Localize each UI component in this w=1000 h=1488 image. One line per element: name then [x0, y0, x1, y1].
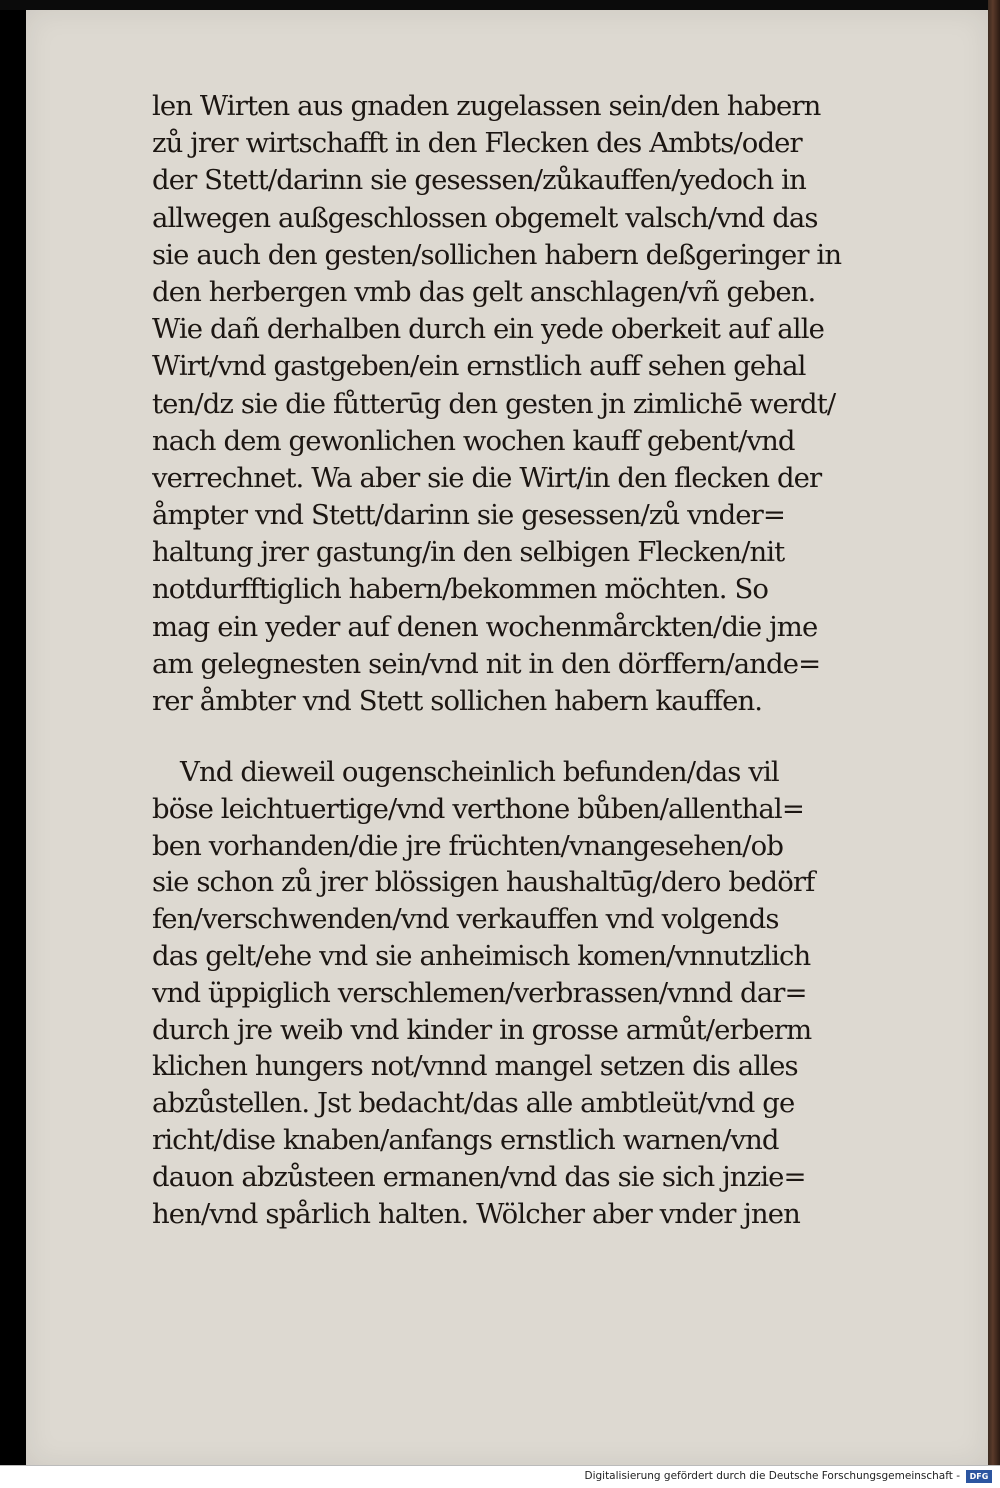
text-line: hen/vnd spårlich halten. Wölcher aber vnder jnen — [152, 1197, 800, 1230]
text-line: fen/verschwenden/vnd verkauffen vnd volgends — [152, 903, 779, 936]
text-line: böse leichtuertige/vnd verthone bůben/allenthal= — [152, 792, 804, 825]
dfg-logo-icon: DFG — [966, 1470, 992, 1483]
text-line: abzůstellen. Jst bedacht/das alle ambtleüt/vnd ge — [152, 1087, 795, 1120]
text-line: mag ein yeder auf denen wochenmårckten/die jme — [152, 610, 818, 643]
text-line: sie schon zů jrer blössigen haushaltūg/dero bedörf — [152, 866, 815, 899]
text-line: zů jrer wirtschafft in den Flecken des Ambts/oder — [152, 127, 802, 160]
text-line: den herbergen vmb das gelt anschlagen/vñ geben. — [152, 275, 816, 308]
text-line: haltung jrer gastung/in den selbigen Flecken/nit — [152, 536, 785, 569]
text-line: das gelt/ehe vnd sie anheimisch komen/vnnutzlich — [152, 939, 811, 972]
text-line: allwegen außgeschlossen obgemelt valsch/vnd das — [152, 201, 818, 234]
text-line: Wirt/vnd gastgeben/ein ernstlich auff sehen gehal — [152, 350, 806, 383]
text-line: ten/dz sie die fůtterūg den gesten jn zimlichē werdt/ — [152, 387, 836, 420]
text-line: nach dem gewonlichen wochen kauff gebent/vnd — [152, 424, 795, 457]
text-line: len Wirten aus gnaden zugelassen sein/den habern — [152, 90, 821, 122]
paragraph-1 — [152, 88, 887, 720]
scan-top-edge — [0, 0, 1000, 10]
text-line: klichen hungers not/vnnd mangel setzen dis alles — [152, 1050, 798, 1083]
text-line: verrechnet. Wa aber sie die Wirt/in den flecken der — [152, 461, 822, 494]
paragraph-2 — [152, 754, 887, 1232]
text-line: durch jre weib vnd kinder in grosse armůt/erberm — [152, 1013, 812, 1046]
text-line: rer åmbter vnd Stett sollichen habern kauffen. — [152, 685, 763, 717]
text-line: åmpter vnd Stett/darinn sie gesessen/zů vnder= — [152, 499, 786, 532]
text-line: richt/dise knaben/anfangs ernstlich warnen/vnd — [152, 1123, 779, 1156]
footer-credit-text: Digitalisierung gefördert durch die Deutsche Forschungsgemeinschaft - — [584, 1470, 960, 1482]
text-line: dauon abzůsteen ermanen/vnd das sie sich jnzie= — [152, 1160, 806, 1193]
text-line: Vnd dieweil ougenscheinlich befunden/das vil — [180, 756, 779, 788]
text-line: sie auch den gesten/sollichen habern deßgeringer in — [152, 238, 842, 271]
text-line: vnd üppiglich verschlemen/verbrassen/vnnd dar= — [152, 976, 807, 1009]
funding-footer — [0, 1465, 1000, 1488]
text-line: ben vorhanden/die jre früchten/vnangesehen/ob — [152, 829, 784, 862]
text-line: Wie dañ derhalben durch ein yede oberkeit auf alle — [152, 313, 824, 346]
text-line: am gelegnesten sein/vnd nit in den dörffern/ande= — [152, 647, 821, 680]
text-line: der Stett/darinn sie gesessen/zůkauffen/yedoch in — [152, 164, 806, 197]
book-binding-edge — [988, 0, 1000, 1468]
text-line: notdurfftiglich habern/bekommen möchten. So — [152, 573, 769, 606]
